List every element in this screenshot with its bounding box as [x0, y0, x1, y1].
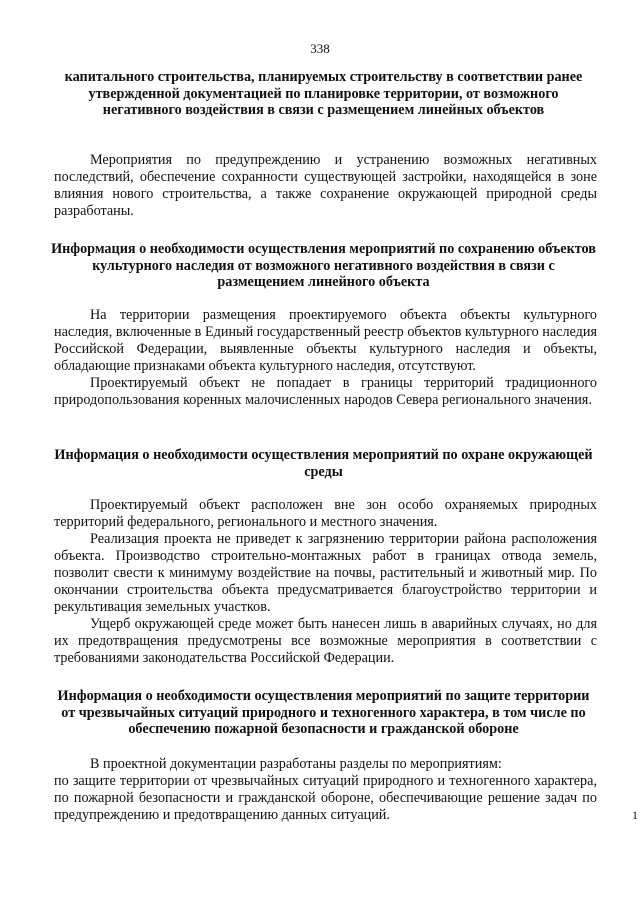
paragraph: по защите территории от чрезвычайных ситуаций природного и техногенного характера, по пожарной безопасности и гражданской обороне, обеспечивающие решение задач по предупреждению и предотвращению данных ситуаций.: [54, 773, 597, 823]
paragraph: Ущерб окружающей среде может быть нанесен лишь в аварийных случаях, но для их предотвращения предусмотрены все возможные мероприятия в соответствии с требованиями законодательства Российской Федерации.: [54, 616, 597, 666]
section-heading: капитального строительства, планируемых строительству в соответствии ранее утвержденной документацией по планировке территории, от возможного негативного воздействия в связи с размещением линейных объектов: [64, 69, 583, 119]
margin-mark: 1: [632, 808, 638, 822]
section-heading: Информация о необходимости осуществления мероприятий по защите территории от чрезвычайных ситуаций природного и техногенного характера, в том числе по обеспечению пожарной безопасности и гражданской обороне: [57, 688, 590, 738]
paragraph: На территории размещения проектируемого объекта объекты культурного наследия, включенные в Единый государственный реестр объектов культурного наследия Российской Федерации, выявленные объекты культурного наследия и объекты, обладающие признаками объекта культурного наследия, отсутствуют.: [54, 307, 597, 374]
paragraph: Реализация проекта не приведет к загрязнению территории района расположения объекта. Производство строительно-монтажных работ в границах отвода земель, позволит свести к минимуму воздействие на почвы, растительный и животный мир. По окончании строительства объекта предусматривается благоустройство территории и рекультивация земельных участков.: [54, 531, 597, 615]
paragraph: Проектируемый объект расположен вне зон особо охраняемых природных территорий федерального, регионального и местного значения.: [54, 497, 597, 530]
paragraph: В проектной документации разработаны разделы по мероприятиям:: [90, 756, 502, 772]
paragraph: Мероприятия по предупреждению и устранению возможных негативных последствий, обеспечение сохранности существующей застройки, находящейся в зоне влияния нового строительства, а также сохранение окружающей природной среды разработаны.: [54, 152, 597, 219]
section-heading: Информация о необходимости осуществления мероприятий по охране окружающей среды: [54, 447, 593, 480]
section-heading: Информация о необходимости осуществления мероприятий по сохранению объектов культурного наследия от возможного негативного воздействия в связи с размещением линейного объекта: [51, 241, 596, 291]
paragraph: Проектируемый объект не попадает в границы территорий традиционного природопользования коренных малочисленных народов Севера регионального значения.: [54, 375, 597, 408]
page-number: 338: [310, 41, 330, 56]
